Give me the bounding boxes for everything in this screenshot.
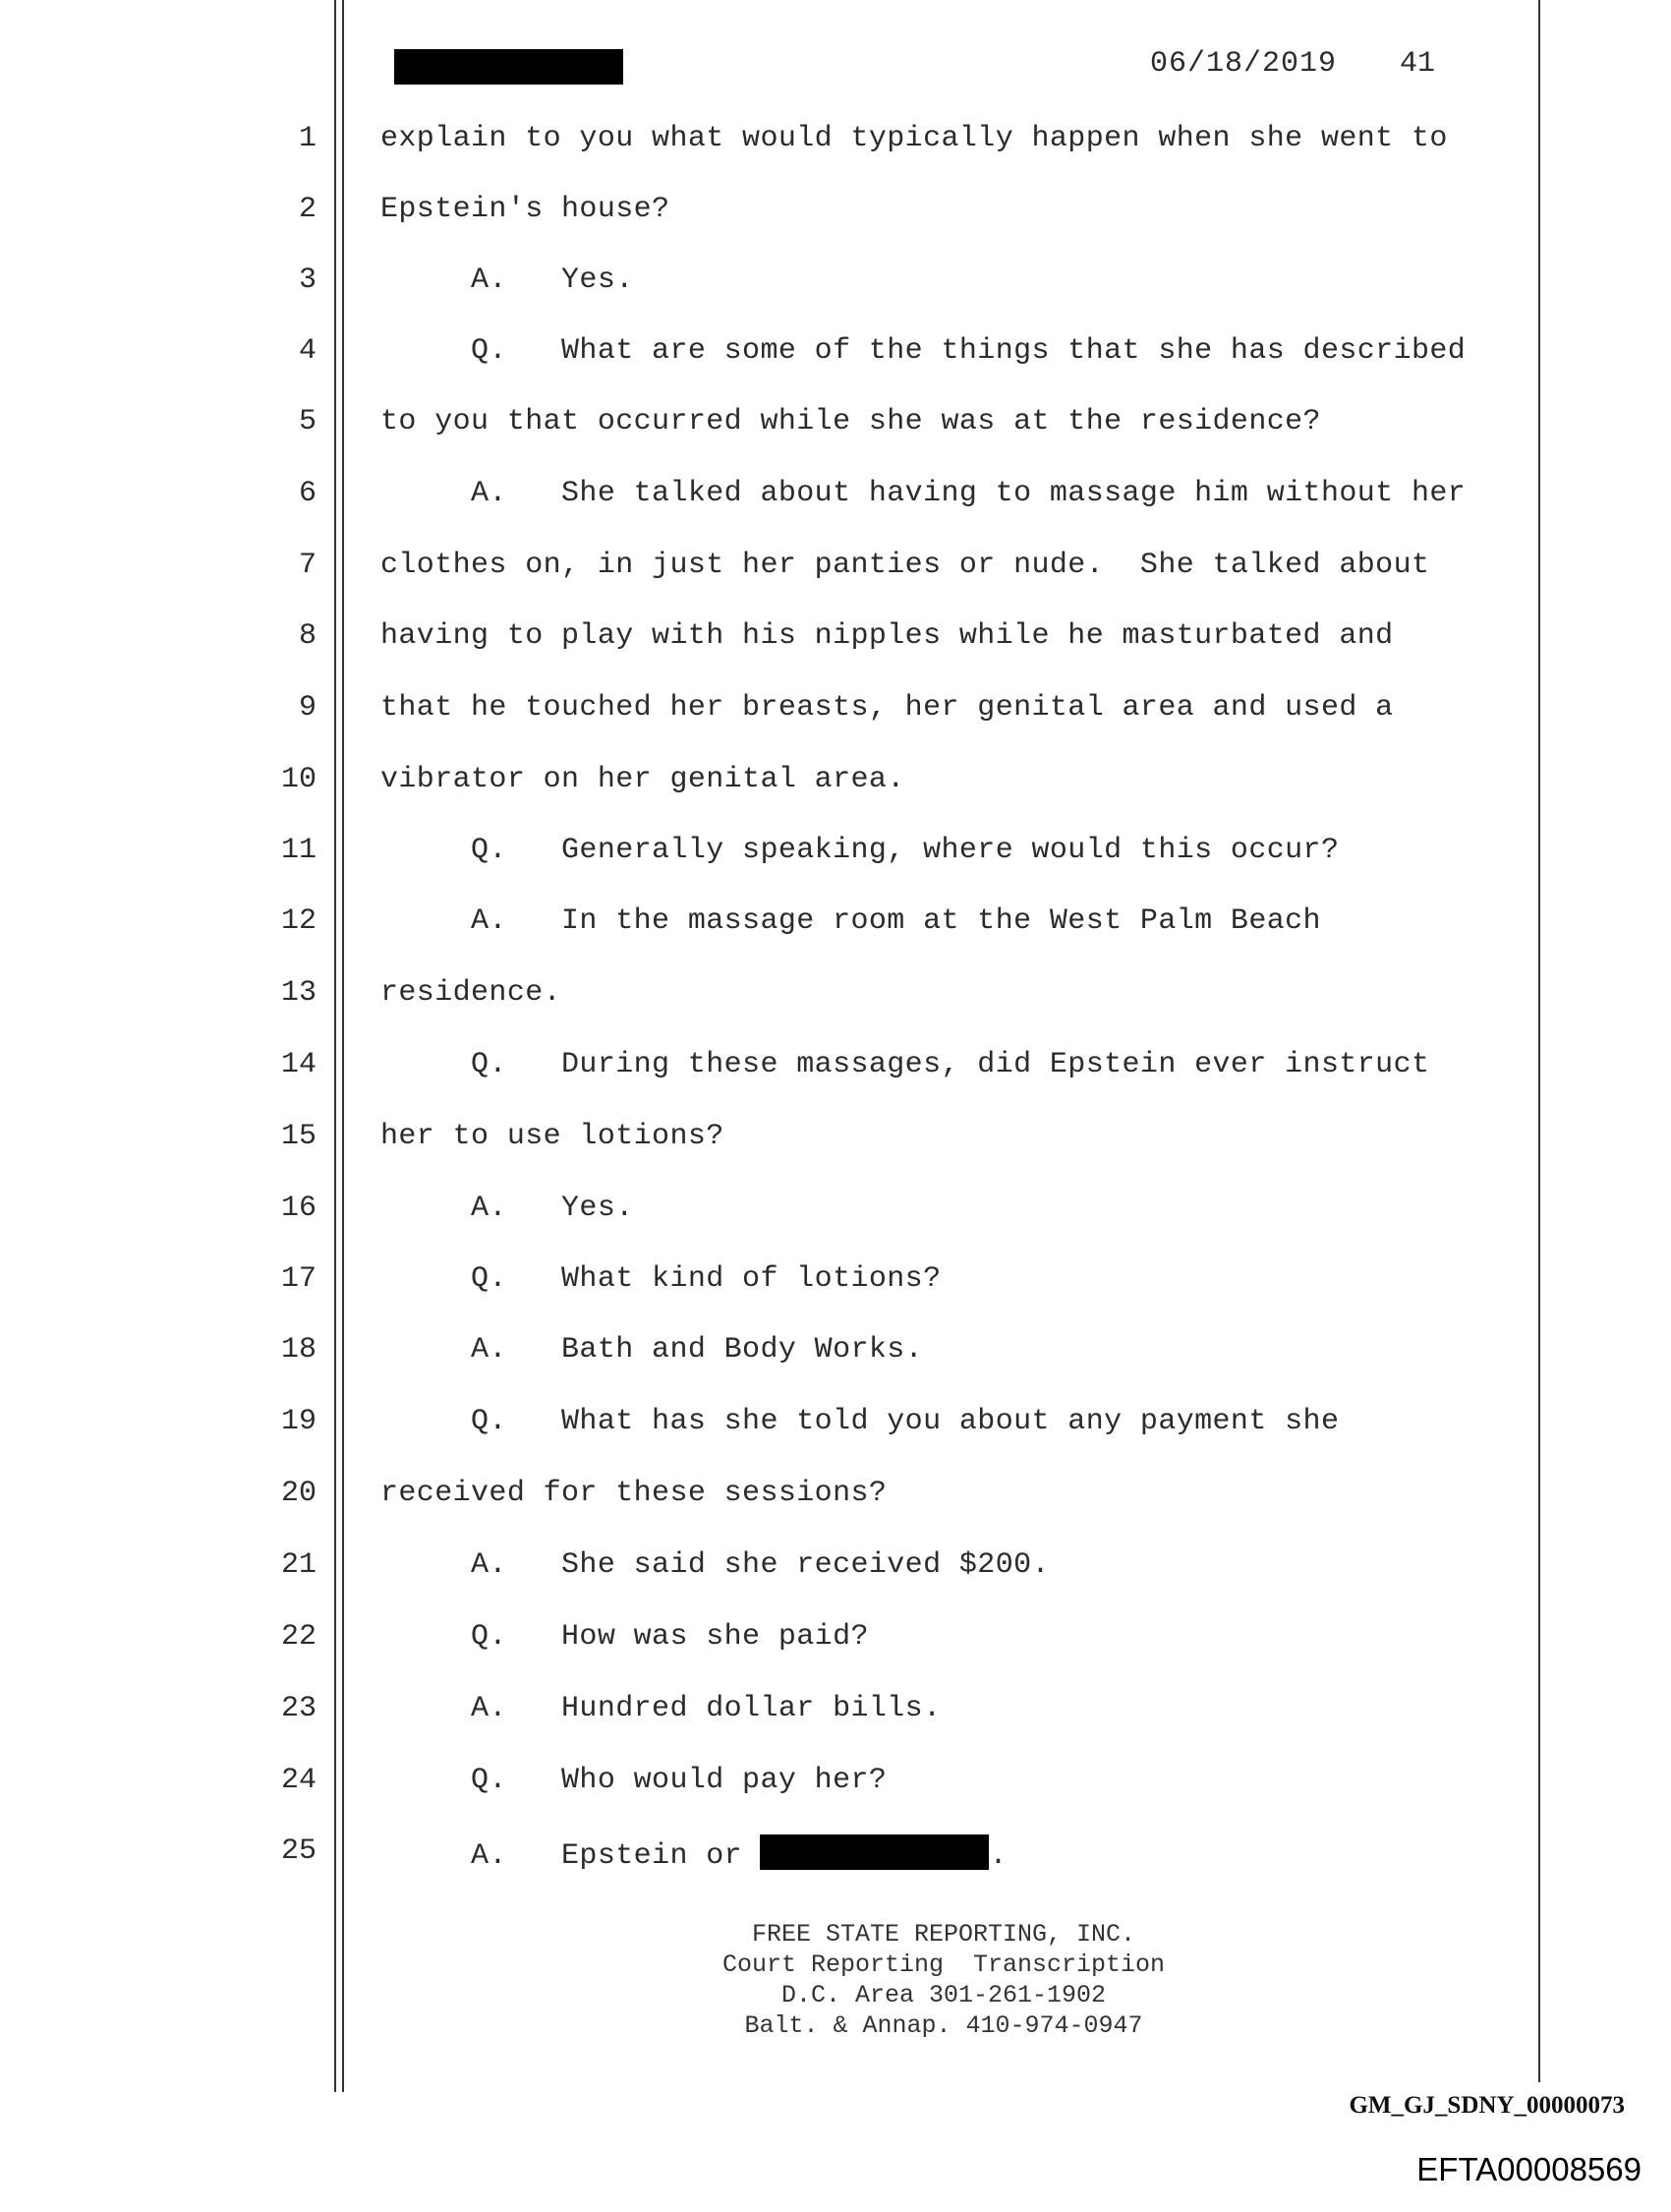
line-text: received for these sessions? <box>380 1477 888 1510</box>
line-text: clothes on, in just her panties or nude. She talked about <box>380 549 1430 582</box>
footer-service: Court Reporting Transcription <box>721 1950 1166 1979</box>
left-margin-rule-outer <box>334 0 336 2092</box>
line-text: Q. How was she paid? <box>380 1620 869 1654</box>
line-text: A. Epstein or <box>380 1839 761 1873</box>
line-number: 12 <box>280 904 317 938</box>
name-redaction-box <box>760 1834 989 1870</box>
line-number: 13 <box>280 976 317 1010</box>
left-margin-rule-inner <box>342 0 344 2092</box>
line-number: 3 <box>298 263 317 297</box>
line-text-with-redaction <box>380 1834 1008 1873</box>
header-page-number: 41 <box>1400 47 1436 81</box>
line-number: 22 <box>280 1620 317 1654</box>
production-bates-number: GM_GJ_SDNY_00000073 <box>1349 2092 1625 2119</box>
line-number: 18 <box>280 1333 317 1367</box>
line-text: explain to you what would typically happen when she went to <box>380 122 1448 155</box>
footer-dc-phone: D.C. Area 301-261-1902 <box>780 1981 1107 2009</box>
line-number: 24 <box>280 1764 317 1797</box>
line-text: Q. During these massages, did Epstein ever instruct <box>380 1048 1430 1081</box>
line-number: 21 <box>280 1548 317 1582</box>
line-number: 17 <box>280 1262 317 1296</box>
line-text: A. She said she received $200. <box>380 1548 1050 1582</box>
line-number: 2 <box>298 193 317 226</box>
line-number: 16 <box>280 1192 317 1225</box>
line-text: Q. What kind of lotions? <box>380 1262 942 1296</box>
line-text: to you that occurred while she was at the residence? <box>380 405 1321 438</box>
header-date: 06/18/2019 <box>1150 47 1338 81</box>
line-text: A. Hundred dollar bills. <box>380 1692 942 1725</box>
line-number: 14 <box>280 1048 317 1081</box>
line-number: 15 <box>280 1120 317 1153</box>
line-text: A. Bath and Body Works. <box>380 1333 924 1367</box>
footer-balt-phone: Balt. & Annap. 410-974-0947 <box>744 2011 1143 2040</box>
right-margin-rule <box>1538 0 1540 2082</box>
line-number: 5 <box>298 405 317 438</box>
line-text: Q. Generally speaking, where would this occur? <box>380 834 1340 867</box>
footer-company: FREE STATE REPORTING, INC. <box>751 1920 1136 1949</box>
line-text: vibrator on her genital area. <box>380 763 905 796</box>
line-text: that he touched her breasts, her genital area and used a <box>380 691 1394 725</box>
line-text: A. She talked about having to massage him without her <box>380 477 1467 510</box>
line-text: Q. What has she told you about any payment she <box>380 1405 1340 1438</box>
efta-bates-number: EFTA00008569 <box>1416 2151 1642 2187</box>
line-text: having to play with his nipples while he masturbated and <box>380 619 1394 653</box>
header-redaction-box <box>394 49 623 85</box>
line-number: 19 <box>280 1405 317 1438</box>
line-text-suffix: . <box>989 1839 1008 1873</box>
line-number: 1 <box>298 122 317 155</box>
line-number: 10 <box>280 763 317 796</box>
reporter-footer <box>629 1919 1258 2041</box>
line-text: her to use lotions? <box>380 1120 724 1153</box>
line-text: A. In the massage room at the West Palm Beach <box>380 904 1321 938</box>
line-number: 23 <box>280 1692 317 1725</box>
line-number: 4 <box>298 334 317 368</box>
line-number: 11 <box>280 834 317 867</box>
line-text: A. Yes. <box>380 263 634 297</box>
line-text: A. Yes. <box>380 1192 634 1225</box>
line-text: residence. <box>380 976 562 1010</box>
line-number: 6 <box>298 477 317 510</box>
line-text: Q. What are some of the things that she has described <box>380 334 1467 368</box>
line-number: 25 <box>280 1834 317 1868</box>
line-number: 20 <box>280 1477 317 1510</box>
line-text: Epstein's house? <box>380 193 670 226</box>
line-number: 7 <box>298 549 317 582</box>
line-number: 9 <box>298 691 317 725</box>
line-number: 8 <box>298 619 317 653</box>
line-text: Q. Who would pay her? <box>380 1764 888 1797</box>
